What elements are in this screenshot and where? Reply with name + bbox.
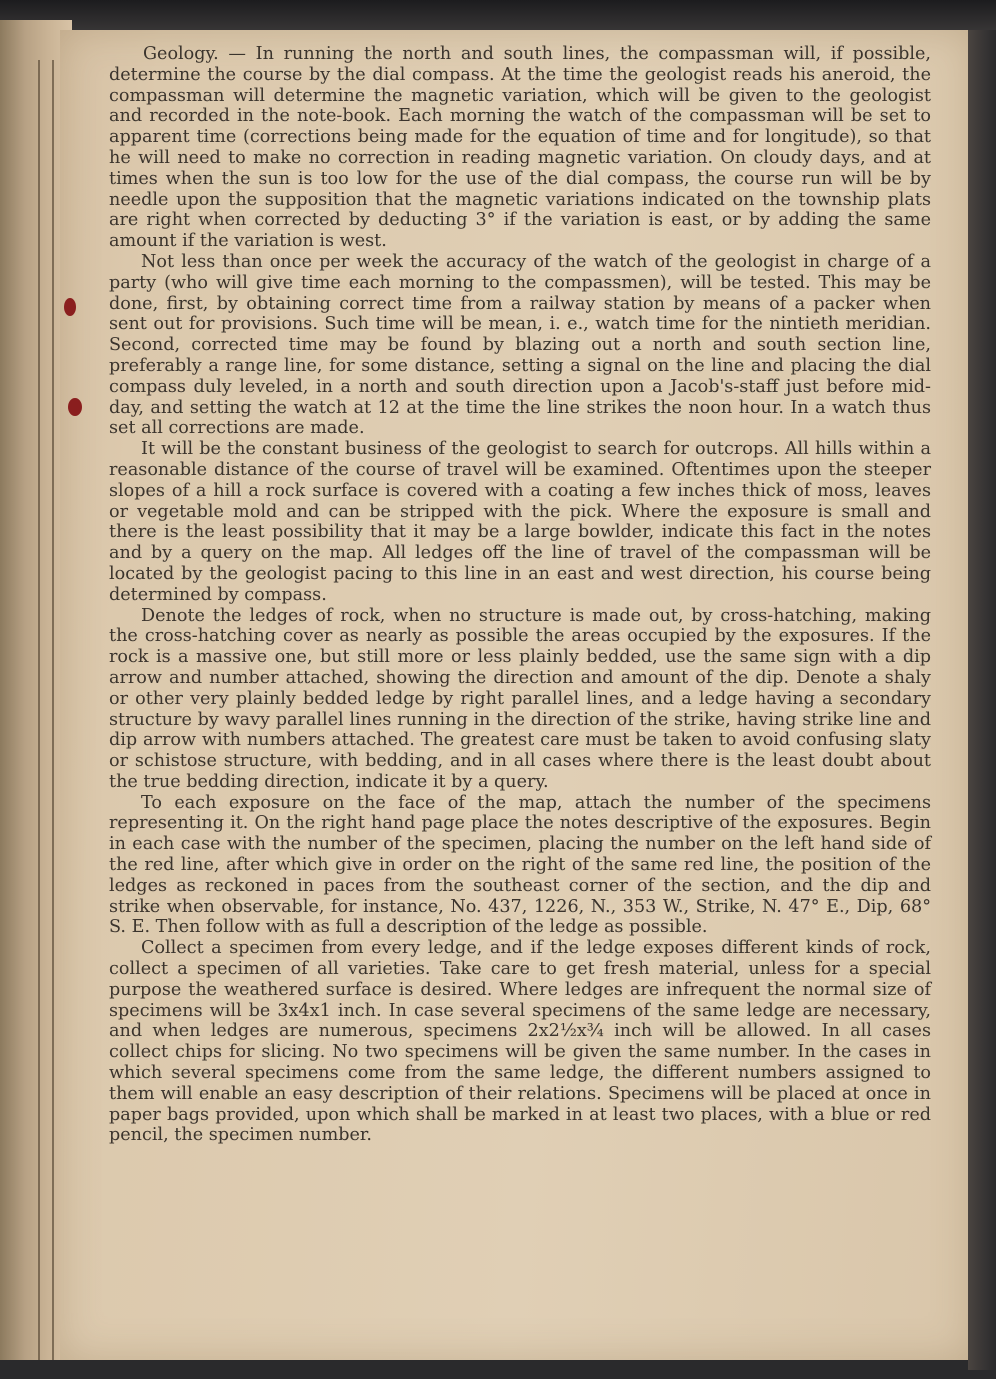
paragraph-outcrops: It will be the constant business of the geologist to search for outcrops. All hills within a reasonable distance of the course of travel will be examined. Oftentimes upon the steeper slopes of a hill a rock surface is covered with a coating a few inches thick of moss, leaves or vegetable mold and can be stripped with the pick. Where the exposure is small and there is the least possibility that it may be a large bowlder, indicate this fact in the notes and by a query on the map. All ledges off the line of travel of the compassman will be located by the geologist pacing to this line in an east and west direction, his course being determined by compass.	[109, 439, 931, 605]
paragraph-exposure-numbers: To each exposure on the face of the map, attach the number of the specimens representing it. On the right hand page place the notes descriptive of the exposures. Begin in each case with the number of the specimen, placing the number on the left hand side of the red line, after which give in order on the right of the same red line, the position of the ledges as reckoned in paces from the southeast corner of the section, and the dip and strike when observable, for instance, No. 437, 1226, N., 353 W., Strike, N. 47° E., Dip, 68° S. E. Then follow with as full a description of the ledge as possible.	[109, 792, 931, 938]
book-binding-top	[0, 0, 996, 34]
spine-stitch-line	[52, 60, 54, 1360]
paragraph-specimens: Collect a specimen from every ledge, and if the ledge exposes different kinds of rock, collect a specimen of all varieties. Take care to get fresh material, unless for a special purpose the weathered surface is desired. Where ledges are infrequent the normal size of specimens will be 3x4x1 inch. In case several specimens of the same ledge are necessary, and when ledges are numerous, specimens 2x2½x¾ inch will be allowed. In all cases collect chips for slicing. No two specimens will be given the same number. In the cases in which several specimens come from the same ledge, the different numbers assigned to them will enable an easy description of their relations. Specimens will be placed at once in paper bags provided, upon which shall be marked in at least two places, with a blue or red pencil, the specimen number.	[109, 938, 931, 1146]
red-stain	[64, 298, 76, 316]
paragraph-ledges: Denote the ledges of rock, when no structure is made out, by cross-hatching, making the cross-hatching cover as nearly as possible the areas occupied by the exposures. If the rock is a massive one, but still more or less plainly bedded, use the same sign with a dip arrow and number attached, showing the direction and amount of the dip. Denote a shaly or other very plainly bedded ledge by right parallel lines, and a ledge having a secondary structure by wavy parallel lines running in the direction of the strike, having strike line and dip arrow with numbers attached. The greatest care must be taken to avoid confusing slaty or schistose structure, with bedding, and in all cases where there is the least doubt about the true bedding direction, indicate it by a query.	[109, 605, 931, 792]
paragraph-watch-accuracy: Not less than once per week the accuracy of the watch of the geologist in charge of a party (who will give time each morning to the compassmen), will be tested. This may be done, first, by obtaining correct time from a railway station by means of a packer when sent out for provisions. Such time will be mean, i. e., watch time for the nintieth meridian. Second, corrected time may be found by blazing out a north and south section line, preferably a range line, for some distance, setting a signal on the line and placing the dial compass duly leveled, in a north and south direction upon a Jacob's-staff just before mid-day, and setting the watch at 12 at the time the line strikes the noon hour. In a watch thus set all corrections are made.	[109, 251, 931, 439]
page-text	[109, 44, 931, 1146]
spine-stitch-line	[38, 60, 40, 1360]
page-edge	[968, 30, 996, 1370]
red-stain	[68, 398, 82, 416]
paragraph-geology: Geology. — In running the north and south lines, the compassman will, if possible, determine the course by the dial compass. At the time the geologist reads his aneroid, the compassman will determine the magnetic variation, which will be given to the geologist and recorded in the note-book. Each morning the watch of the compassman will be set to apparent time (corrections being made for the equation of time and for longitude), so that he will need to make no correction in reading magnetic variation. On cloudy days, and at times when the sun is too low for the use of the dial compass, the course run will be by needle upon the supposition that the magnetic variations indicated on the township plats are right when corrected by deducting 3° if the variation is east, or by adding the same amount if the variation is west.	[109, 44, 931, 252]
